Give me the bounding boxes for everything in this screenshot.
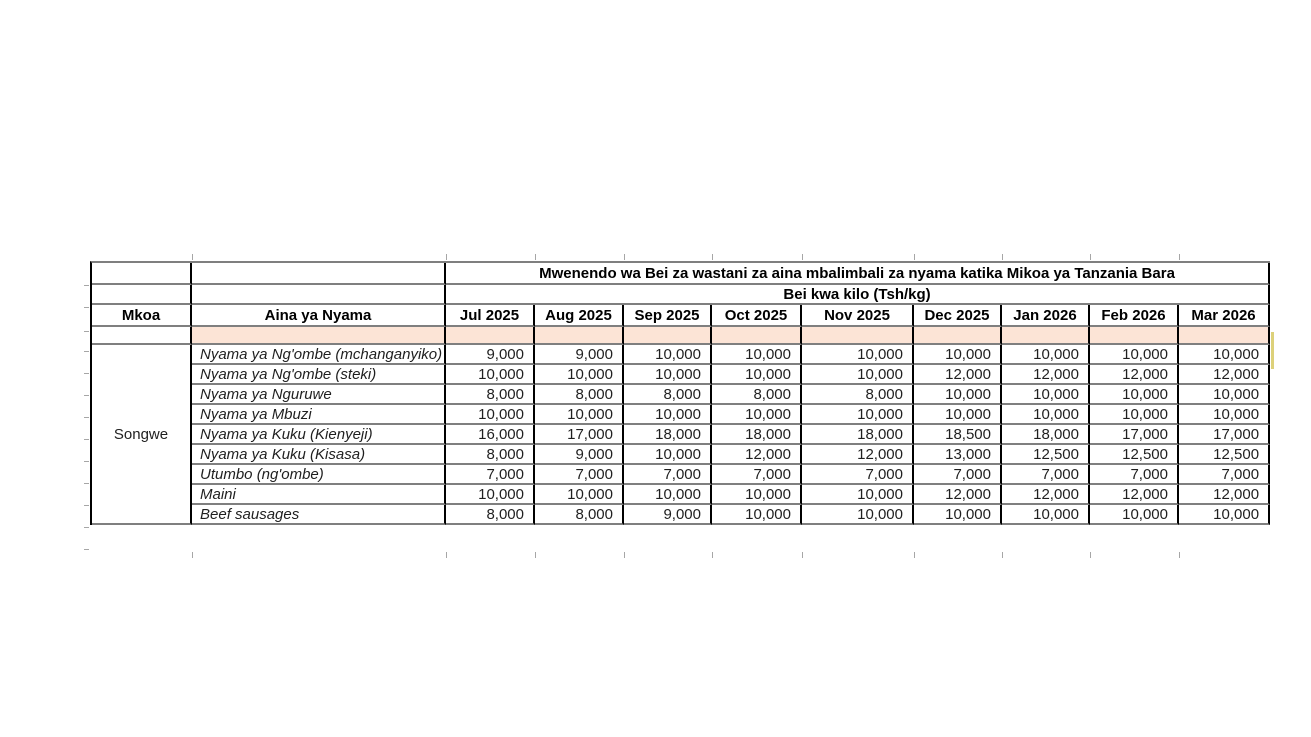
price-cell[interactable]: 10,000 [802, 345, 914, 365]
gridline-stub [84, 307, 89, 308]
gridline-stub [192, 254, 193, 260]
gridline-stub [84, 483, 89, 484]
price-cell[interactable]: 18,500 [914, 425, 1002, 445]
price-cell[interactable]: 10,000 [1002, 405, 1090, 425]
meat-type-cell[interactable]: Maini [192, 485, 446, 505]
gridline-stub [1090, 552, 1091, 558]
price-cell[interactable]: 8,000 [535, 505, 624, 525]
price-cell[interactable]: 16,000 [446, 425, 535, 445]
highlighted-empty-cell[interactable] [802, 327, 914, 345]
gridline-stub [84, 461, 89, 462]
price-cell[interactable]: 10,000 [535, 365, 624, 385]
price-cell[interactable]: 10,000 [1179, 385, 1270, 405]
price-cell[interactable]: 18,000 [1002, 425, 1090, 445]
price-cell[interactable]: 12,500 [1179, 445, 1270, 465]
price-cell[interactable]: 10,000 [1090, 405, 1179, 425]
price-cell[interactable]: 9,000 [446, 345, 535, 365]
meat-type-cell[interactable]: Utumbo (ng'ombe) [192, 465, 446, 485]
highlighted-empty-cell[interactable] [1090, 327, 1179, 345]
meat-type-cell[interactable]: Nyama ya Mbuzi [192, 405, 446, 425]
price-cell[interactable]: 10,000 [914, 345, 1002, 365]
price-cell[interactable]: 7,000 [1179, 465, 1270, 485]
price-cell[interactable]: 10,000 [446, 405, 535, 425]
price-cell[interactable]: 12,500 [1002, 445, 1090, 465]
table-title[interactable]: Mwenendo wa Bei za wastani za aina mbalimbali za nyama katika Mikoa ya Tanzania Bara [446, 263, 1270, 285]
price-cell[interactable]: 7,000 [624, 465, 712, 485]
meat-type-cell[interactable]: Nyama ya Ng'ombe (mchanganyiko) [192, 345, 446, 365]
price-cell[interactable]: 10,000 [1002, 505, 1090, 525]
price-cell[interactable]: 18,000 [712, 425, 802, 445]
price-cell[interactable]: 17,000 [535, 425, 624, 445]
gridline-stub [84, 331, 89, 332]
price-cell[interactable]: 18,000 [624, 425, 712, 445]
price-cell[interactable]: 7,000 [535, 465, 624, 485]
price-cell[interactable]: 10,000 [802, 365, 914, 385]
gridline-stub [1179, 552, 1180, 558]
price-cell[interactable]: 12,000 [1090, 365, 1179, 385]
empty-cell[interactable] [192, 285, 446, 305]
price-cell[interactable]: 12,000 [1002, 485, 1090, 505]
empty-cell[interactable] [192, 263, 446, 285]
table-row [92, 485, 1270, 505]
table-row [92, 505, 1270, 525]
price-cell[interactable]: 9,000 [535, 345, 624, 365]
header-month[interactable]: Sep 2025 [624, 305, 712, 327]
price-cell[interactable]: 10,000 [446, 485, 535, 505]
price-cell[interactable]: 7,000 [1002, 465, 1090, 485]
gridline-stub [802, 254, 803, 260]
price-cell[interactable]: 10,000 [1002, 345, 1090, 365]
gridline-stub [624, 254, 625, 260]
price-cell[interactable]: 12,000 [914, 365, 1002, 385]
highlighted-empty-cell[interactable] [446, 327, 535, 345]
price-cell[interactable]: 17,000 [1090, 425, 1179, 445]
price-cell[interactable]: 10,000 [1090, 385, 1179, 405]
header-aina-ya-nyama[interactable]: Aina ya Nyama [192, 305, 446, 327]
highlighted-empty-cell[interactable] [192, 327, 446, 345]
header-mkoa[interactable]: Mkoa [92, 305, 192, 327]
price-cell[interactable]: 10,000 [535, 485, 624, 505]
highlight-row [92, 327, 1270, 345]
table-row [92, 445, 1270, 465]
price-cell[interactable]: 7,000 [802, 465, 914, 485]
price-cell[interactable]: 12,000 [1179, 485, 1270, 505]
price-cell[interactable]: 10,000 [624, 445, 712, 465]
table-row [92, 425, 1270, 445]
empty-cell[interactable] [92, 327, 192, 345]
price-cell[interactable]: 7,000 [712, 465, 802, 485]
price-cell[interactable]: 12,000 [1002, 365, 1090, 385]
gridline-stub [535, 552, 536, 558]
gridline-stub [84, 373, 89, 374]
price-cell[interactable]: 8,000 [535, 385, 624, 405]
price-cell[interactable]: 10,000 [712, 345, 802, 365]
price-cell[interactable]: 18,000 [802, 425, 914, 445]
gridline-stub [1090, 254, 1091, 260]
gridline-stub [802, 552, 803, 558]
table-subtitle[interactable]: Bei kwa kilo (Tsh/kg) [446, 285, 1270, 305]
price-cell[interactable]: 13,000 [914, 445, 1002, 465]
price-cell[interactable]: 8,000 [802, 385, 914, 405]
price-cell[interactable]: 8,000 [446, 445, 535, 465]
gridline-stub [446, 254, 447, 260]
title-row [92, 263, 1270, 285]
table-row [92, 465, 1270, 485]
price-cell[interactable]: 10,000 [1179, 345, 1270, 365]
price-cell[interactable]: 10,000 [624, 345, 712, 365]
price-cell[interactable]: 8,000 [446, 385, 535, 405]
header-month[interactable]: Nov 2025 [802, 305, 914, 327]
price-cell[interactable]: 7,000 [446, 465, 535, 485]
price-cell[interactable]: 10,000 [712, 505, 802, 525]
header-month[interactable]: Mar 2026 [1179, 305, 1270, 327]
table-row [92, 405, 1270, 425]
price-cell[interactable]: 10,000 [535, 405, 624, 425]
price-cell[interactable]: 10,000 [1090, 505, 1179, 525]
price-cell[interactable]: 12,500 [1090, 445, 1179, 465]
gridline-stub [1002, 254, 1003, 260]
highlighted-empty-cell[interactable] [624, 327, 712, 345]
gridline-stub [192, 552, 193, 558]
gridline-stub [712, 552, 713, 558]
price-cell[interactable]: 12,000 [1090, 485, 1179, 505]
meat-type-cell[interactable]: Beef sausages [192, 505, 446, 525]
price-cell[interactable]: 9,000 [624, 505, 712, 525]
price-cell[interactable]: 12,000 [712, 445, 802, 465]
price-cell[interactable]: 8,000 [446, 505, 535, 525]
adjacent-cell-highlight [1271, 332, 1274, 369]
gridline-stub [1002, 552, 1003, 558]
header-month[interactable]: Oct 2025 [712, 305, 802, 327]
gridline-stub [914, 552, 915, 558]
gridline-stub [1179, 254, 1180, 260]
highlighted-empty-cell[interactable] [914, 327, 1002, 345]
header-month[interactable]: Feb 2026 [1090, 305, 1179, 327]
region-cell[interactable]: Songwe [92, 345, 192, 525]
price-cell[interactable]: 10,000 [802, 485, 914, 505]
gridline-stub [84, 439, 89, 440]
gridline-stub [84, 527, 89, 528]
highlighted-empty-cell[interactable] [712, 327, 802, 345]
header-month[interactable]: Dec 2025 [914, 305, 1002, 327]
gridline-stub [914, 254, 915, 260]
price-cell[interactable]: 9,000 [535, 445, 624, 465]
gridline-stub [84, 549, 89, 550]
meat-type-cell[interactable]: Nyama ya Nguruwe [192, 385, 446, 405]
price-cell[interactable]: 17,000 [1179, 425, 1270, 445]
gridline-stub [446, 552, 447, 558]
price-cell[interactable]: 12,000 [914, 485, 1002, 505]
price-cell[interactable]: 8,000 [624, 385, 712, 405]
meat-type-cell[interactable]: Nyama ya Ng'ombe (steki) [192, 365, 446, 385]
subtitle-row [92, 285, 1270, 305]
header-row [92, 305, 1270, 327]
header-month[interactable]: Jan 2026 [1002, 305, 1090, 327]
gridline-stub [535, 254, 536, 260]
gridline-stub [84, 505, 89, 506]
meat-type-cell[interactable]: Nyama ya Kuku (Kienyeji) [192, 425, 446, 445]
price-cell[interactable]: 10,000 [914, 405, 1002, 425]
highlighted-empty-cell[interactable] [1002, 327, 1090, 345]
highlighted-empty-cell[interactable] [1179, 327, 1270, 345]
empty-cell[interactable] [92, 285, 192, 305]
price-cell[interactable]: 10,000 [802, 505, 914, 525]
price-cell[interactable]: 10,000 [624, 485, 712, 505]
price-cell[interactable]: 10,000 [802, 405, 914, 425]
price-cell[interactable]: 10,000 [712, 485, 802, 505]
table-row [92, 345, 1270, 365]
empty-cell[interactable] [92, 263, 192, 285]
price-cell[interactable]: 10,000 [712, 405, 802, 425]
meat-price-sheet [90, 261, 1270, 525]
gridline-stub [84, 285, 89, 286]
price-cell[interactable]: 7,000 [1090, 465, 1179, 485]
price-cell[interactable]: 10,000 [624, 365, 712, 385]
price-cell[interactable]: 12,000 [802, 445, 914, 465]
gridline-stub [624, 552, 625, 558]
price-cell[interactable]: 10,000 [446, 365, 535, 385]
price-cell[interactable]: 10,000 [624, 405, 712, 425]
price-cell[interactable]: 10,000 [914, 385, 1002, 405]
price-cell[interactable]: 10,000 [1179, 505, 1270, 525]
meat-type-cell[interactable]: Nyama ya Kuku (Kisasa) [192, 445, 446, 465]
price-cell[interactable]: 10,000 [712, 365, 802, 385]
price-cell[interactable]: 10,000 [1179, 405, 1270, 425]
gridline-stub [84, 417, 89, 418]
meat-prices-table [90, 261, 1270, 525]
header-month[interactable]: Aug 2025 [535, 305, 624, 327]
header-month[interactable]: Jul 2025 [446, 305, 535, 327]
table-row [92, 385, 1270, 405]
price-cell[interactable]: 7,000 [914, 465, 1002, 485]
price-cell[interactable]: 12,000 [1179, 365, 1270, 385]
highlighted-empty-cell[interactable] [535, 327, 624, 345]
price-cell[interactable]: 10,000 [914, 505, 1002, 525]
price-cell[interactable]: 8,000 [712, 385, 802, 405]
table-row [92, 365, 1270, 385]
gridline-stub [84, 395, 89, 396]
price-cell[interactable]: 10,000 [1002, 385, 1090, 405]
gridline-stub [84, 351, 89, 352]
gridline-stub [712, 254, 713, 260]
price-cell[interactable]: 10,000 [1090, 345, 1179, 365]
